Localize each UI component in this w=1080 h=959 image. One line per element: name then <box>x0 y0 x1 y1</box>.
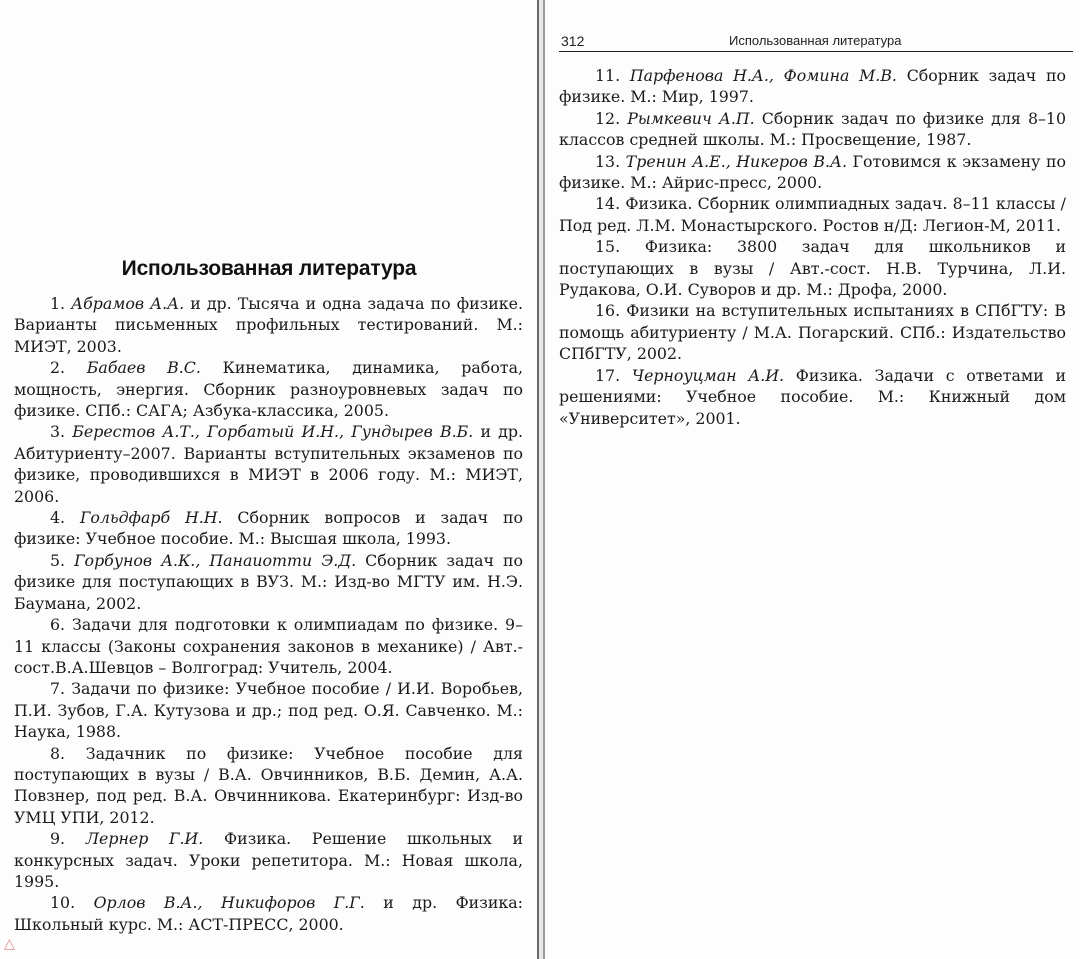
entry-number: 3. <box>50 422 66 442</box>
entry-number: 6. <box>50 615 66 635</box>
entry-text: Задачи по физике: Учебное пособие / И.И. Воробьев, П.И. Зубов, Г.А. Кутузова и др.; под ред. О.Я. Савченко. М.: Наука, 1988. <box>14 679 523 742</box>
entry-number: 11. <box>595 66 621 85</box>
bibliography-entry <box>14 293 523 357</box>
entry-text: Задачник по физике: Учебное пособие для поступающих в вузы / В.А. Овчинников, В.Б. Демин, А.А. Повзнер, под ред. В.А. Овчинникова. Екатеринбург: Изд-во УМЦ УПИ, 2012. <box>14 743 523 827</box>
entry-authors: Парфенова Н.А., Фомина М.В. <box>629 66 897 85</box>
bibliography-entry <box>559 365 1066 429</box>
left-page <box>0 0 538 959</box>
entry-number: 7. <box>50 679 66 699</box>
entry-number: 15. <box>595 237 621 257</box>
entry-text: Сборник задач по физике для поступающих в ВУЗ. М.: Изд-во МГТУ им. Н.Э. Баумана, 2002. <box>14 550 523 613</box>
entry-number: 4. <box>50 508 66 528</box>
page-title: Использованная литература <box>121 257 417 280</box>
bibliography-entry <box>14 421 523 507</box>
book-spine-gutter <box>537 0 545 959</box>
bibliography-entry <box>559 300 1066 364</box>
entry-number: 1. <box>50 294 66 313</box>
entry-text: Задачи для подготовки к олимпиадам по физике. 9–11 классы (Законы сохранения законов в механике) / Авт.-сост.В.А.Шевцов – Волгоград: Учитель, 2004. <box>14 615 523 677</box>
entry-number: 10. <box>50 893 76 913</box>
entry-authors: Горбунов А.К., Панаиотти Э.Д. <box>74 550 357 570</box>
bibliography-entry <box>559 108 1066 151</box>
entry-text: Физика. Задачи с ответами и решениями: Учебное пособие. М.: Книжный дом «Университет», 2001. <box>559 365 1066 428</box>
entry-authors: Бабаев В.С. <box>86 358 201 378</box>
entry-number: 9. <box>50 829 66 849</box>
entry-authors: Абрамов А.А. <box>71 294 185 313</box>
entry-authors: Лернер Г.И. <box>85 829 204 849</box>
bibliography-entry <box>14 678 523 742</box>
bibliography-entry <box>14 357 523 421</box>
bibliography-entry <box>559 65 1066 108</box>
entry-text: Физики на вступительных испытаниях в СПбГТУ: В помощь абитуриенту / М.А. Погарский. СПб.: Издательство СПбГТУ, 2002. <box>559 301 1066 364</box>
entry-authors: Черноуцман А.И. <box>631 365 785 385</box>
entry-text: Сборник вопросов и задач по физике: Учебное пособие. М.: Высшая школа, 1993. <box>14 508 523 549</box>
entry-text: Физика. Решение школьных и конкурсных задач. Уроки репетитора. М.: Новая школа, 1995. <box>14 829 523 891</box>
bibliography-entry <box>14 828 523 892</box>
bibliography-entry <box>559 236 1066 300</box>
entry-authors: Берестов А.Т., Горбатый И.Н., Гундырев В.Б. <box>72 422 474 442</box>
page-number: 312 <box>561 33 585 49</box>
bibliography-entry <box>14 507 523 550</box>
bibliography-entry <box>14 892 523 935</box>
entry-authors: Гольдфарб Н.Н. <box>79 508 223 528</box>
entry-text: Кинематика, динамика, работа, мощность, энергия. Сборник разноуровневых задач по физике. СПб.: САГА; Азбука-классика, 2005. <box>14 358 524 421</box>
entry-text: Готовимся к экзамену по физике. М.: Айрис-пресс, 2000. <box>559 151 1066 193</box>
entry-authors: Орлов В.А., Никифоров Г.Г. <box>93 893 365 913</box>
entry-text: Физика. Сборник олимпиадных задач. 8–11 классы / Под ред. Л.М. Монастырского. Ростов н/Д: Легион-М, 2011. <box>559 194 1067 235</box>
entry-authors: Тренин А.Е., Никеров В.А. <box>625 151 847 171</box>
bibliography-entry <box>559 151 1066 194</box>
entry-number: 14. <box>595 194 621 214</box>
entry-text: и др. Тысяча и одна задача по физике. Варианты письменных профильных тестирований. М.: МИЭТ, 2003. <box>14 294 523 356</box>
corner-mark: △ <box>4 936 15 952</box>
entry-text: Физика: 3800 задач для школьников и поступающих в вузы / Авт.-сост. Н.В. Турчина, Л.И. Рудакова, О.И. Суворов и др. М.: Дрофа, 2000. <box>559 237 1066 300</box>
entry-number: 5. <box>50 550 66 570</box>
right-page <box>545 0 1080 959</box>
bibliography-entry <box>14 550 523 614</box>
entry-number: 17. <box>595 365 621 385</box>
bibliography-entry <box>14 743 523 829</box>
entry-number: 8. <box>50 743 66 763</box>
bibliography-entry <box>14 614 523 678</box>
entry-text: и др. Абитуриенту–2007. Варианты вступительных экзаменов по физике, проводившихся в МИЭТ в 2006 году. М.: МИЭТ, 2006. <box>14 422 524 506</box>
entry-number: 12. <box>595 108 621 128</box>
running-head-title: Использованная литература <box>729 33 902 48</box>
entry-text: и др. Физика: Школьный курс. М.: АСТ-ПРЕСС, 2000. <box>14 893 523 934</box>
running-header <box>559 32 1073 52</box>
entry-text: Сборник задач по физике. М.: Мир, 1997. <box>559 66 1066 107</box>
entry-number: 16. <box>595 301 621 321</box>
bibliography-list-right <box>559 65 1066 429</box>
entry-number: 13. <box>595 151 621 171</box>
bibliography-list-left <box>14 293 523 935</box>
entry-number: 2. <box>50 358 66 378</box>
entry-text: Сборник задач по физике для 8–10 классов средней школы. М.: Просвещение, 1987. <box>559 108 1066 150</box>
bibliography-entry <box>559 193 1066 236</box>
entry-authors: Рымкевич А.П. <box>627 108 755 128</box>
